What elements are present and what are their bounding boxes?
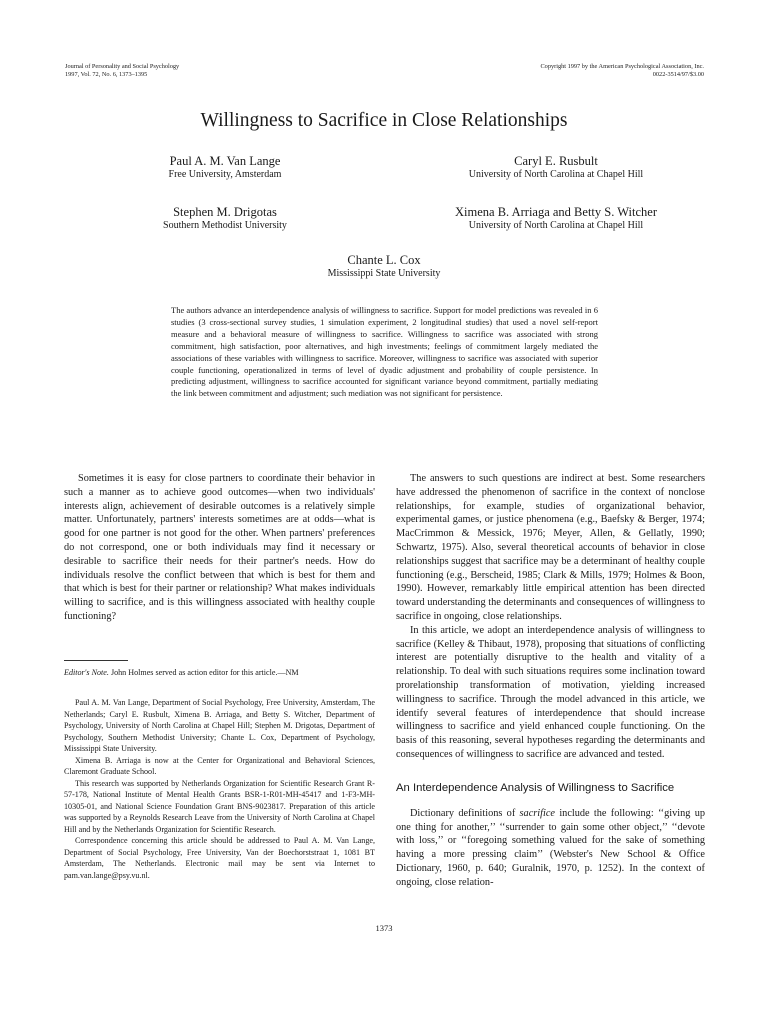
author-block xyxy=(284,253,484,280)
author-affiliation: Free University, Amsterdam xyxy=(168,169,282,180)
emphasized-term: sacrifice xyxy=(519,807,556,819)
copyright-notice xyxy=(540,63,704,79)
footnote-paragraph: Paul A. M. Van Lange, Department of Social Psychology, Free University, Amsterdam, The Netherlands; Caryl E. Rusbult, Ximena B. Arriaga, and Betty S. Witcher, Department of Psychology, University of North Carolina at Chapel Hill; Stephen M. Drigotas, Department of Psychology, Southern Methodist University; Chante L. Cox, Department of Psychology, Mississippi State University. xyxy=(64,698,375,753)
author-name: Stephen M. Drigotas xyxy=(173,205,277,219)
body-paragraph: In this article, we adopt an interdependence analysis of willingness to sacrifice (Kelley & Thibaut, 1978), proposing that situations of conflicting interest are potentially disruptive to the health and vitality of a relationship. To deal with such situations requires some inclination toward prorelationship transformation of motivation, yielding increased willingness to sacrifice. Through the model advanced in this article, we identify several features of interdependence that should increase willingness to sacrifice and yield enhanced couple functioning. On the basis of this reasoning, several hypotheses regarding the determinants and consequences of willingness to sacrifice are advanced and tested. xyxy=(396,624,705,760)
author-name: Paul A. M. Van Lange xyxy=(169,154,281,168)
issn-line: 0022-3514/97/$3.00 xyxy=(652,71,704,78)
author-affiliation: University of North Carolina at Chapel Hill xyxy=(468,220,644,231)
author-block xyxy=(410,205,702,232)
footnote-paragraph: Correspondence concerning this article should be addressed to Paul A. M. Van Lange, Department of Social Psychology, Free University, Van der Boechorststraat 1, 1081 BT Amsterdam, The Netherlands. Electronic mail may be sent via Internet to pam.van.lange@psy.vu.nl. xyxy=(64,836,375,880)
author-block xyxy=(120,154,330,181)
paragraph-text: include the following: ‘‘giving up one thing for another,’’ ‘‘surrender to gain some other object,’’ ‘‘devote with loss,’’ or ‘‘foregoing something valued for the sake of something having a more pressing claim’’ (Webster's New School & Office Dictionary, 1960, p. 640; Guralnik, 1970, p. 1252). In the context of ongoing, close relation- xyxy=(396,807,705,888)
body-paragraph xyxy=(396,807,705,890)
section-heading: An Interdependence Analysis of Willingness to Sacrifice xyxy=(396,781,675,794)
footnote-paragraph: Ximena B. Arriaga is now at the Center for Organizational and Behavioral Sciences, Claremont Graduate School. xyxy=(64,755,375,776)
author-name: Caryl E. Rusbult xyxy=(514,154,598,168)
article-title: Willingness to Sacrifice in Close Relationships xyxy=(200,110,568,131)
left-column xyxy=(64,472,375,624)
paragraph-lead: Dictionary definitions of xyxy=(410,807,516,819)
author-block xyxy=(120,205,330,232)
author-affiliation: Mississippi State University xyxy=(327,268,441,279)
body-paragraph: The answers to such questions are indirect at best. Some researchers have addressed the phenomenon of sacrifice in the context of nonclose relationships, for example, studies of organizational behavior, experimental games, or justice phenomena (e.g., Baefsky & Berger, 1974; MacCrimmon & Messick, 1976; Meyer, Allen, & Gellatly, 1990; Schwartz, 1975). Also, several theoretical accounts of behavior in close relationships suggest that sacrifice may be a determinant of healthy couple functioning (e.g., Berscheid, 1985; Clark & Mills, 1979; Holmes & Boon, 1990). However, remarkably little empirical attention has been directed toward understanding the determinants and consequences of willingness to sacrifice in ongoing, close relationships. xyxy=(396,473,705,622)
author-footnotes xyxy=(64,697,375,881)
abstract: The authors advance an interdependence analysis of willingness to sacrifice. Support for model predictions was revealed in 6 studies (3 cross-sectional survey studies, 1 simulation experiment, 2 longitudinal studies) that used a novel self-report measure and a behavioral measure of willingness to sacrifice. Willingness to sacrifice was associated with strong commitment, high satisfaction, poor alternatives, and high investments; feelings of commitment largely mediated the associations of these variables with willingness to sacrifice. Moreover, willingness to sacrifice was associated with superior couple functioning, operationalized in terms of level of dyadic adjustment and probability of couple persistence. In predicting adjustment, willingness to sacrifice accounted for significant variance beyond commitment, partially mediating the link between commitment and adjustment; such mediation was not significant for persistence. xyxy=(171,305,598,399)
footnote-divider xyxy=(64,660,128,661)
editors-note-text: John Holmes served as action editor for this article.—NM xyxy=(110,668,299,677)
editors-note-label: Editor's Note. xyxy=(64,668,109,677)
author-name: Chante L. Cox xyxy=(347,253,421,267)
copyright-line: Copyright 1997 by the American Psychological Association, Inc. xyxy=(540,63,704,70)
author-affiliation: University of North Carolina at Chapel Hill xyxy=(468,169,644,180)
right-column xyxy=(396,472,705,890)
editors-note xyxy=(64,667,375,678)
page-number: 1373 xyxy=(375,923,393,933)
author-name: Ximena B. Arriaga and Betty S. Witcher xyxy=(455,205,657,219)
journal-volume: 1997, Vol. 72, No. 6, 1373–1395 xyxy=(65,71,148,78)
footnote-paragraph: This research was supported by Netherlands Organization for Scientific Research Grant R-57-178, National Institute of Mental Health Grants BSR-1-R01-MH-45417 and 1-F3-MH-10305-01, and National Science Foundation Grant BNS-9023817. Preparation of this article was supported by a Reynolds Research Leave from the University of North Carolina at Chapel Hill and by the Netherlands Organization for Scientific Research. xyxy=(64,778,375,834)
author-block xyxy=(420,154,692,181)
body-paragraph: Sometimes it is easy for close partners to coordinate their behavior in such a manner as to achieve good outcomes—when two individuals' interests align, achievement of desirable outcomes is a relatively simple matter. Unfortunately, partners' interests sometimes are at odds—what is good for one partner is not good for the other. When partners' preferences do not correspond, one or both individuals may find it necessary or desirable to sacrifice their needs for their partner's needs. How do individuals resolve the conflict between that which is best for them and that which is best for their partner or relationship? What makes individuals willing to sacrifice, and is this willingness associated with healthy couple functioning? xyxy=(64,473,375,622)
journal-citation xyxy=(65,63,179,79)
journal-name: Journal of Personality and Social Psychology xyxy=(65,63,180,70)
author-affiliation: Southern Methodist University xyxy=(163,220,287,231)
